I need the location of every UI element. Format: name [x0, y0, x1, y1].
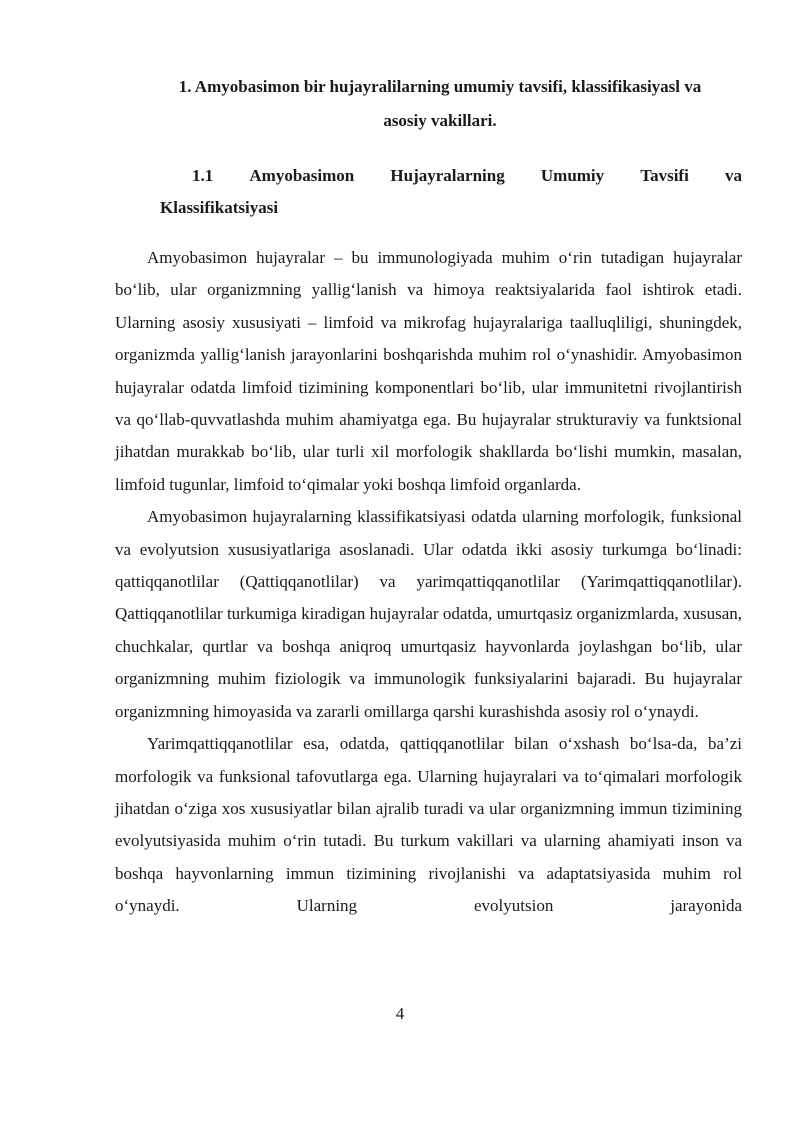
subsection-word: va	[724, 166, 742, 185]
paragraph-3: Yarimqattiqqanotlilar esa, odatda, qattiqqanotlilar bilan o‘xshash bo‘lsa-da, ba’zi morfologik va funksional tafovutlarga ega. Ularning hujayralari va to‘qimalari morfologik jihatdan o‘ziga xos xususiyatlar bilan ajralib turadi va ular organizmning immun tizimining evolyutsiyasida muhim o‘rin tutadi. Bu turkum vakillari va ularning ahamiyati inson va boshqa hayvonlarning immun tizimining rivojlanishi va adaptatsiyasida muhim rol o‘ynaydi. Ularning evolyutsion jarayonida	[115, 734, 742, 916]
subsection-title-line-2: Klassifikatsiyasi	[160, 198, 279, 217]
paragraph-2: Amyobasimon hujayralarning klassifikatsiyasi odatda ularning morfologik, funksional va evolyutsion xususiyatlariga asoslanadi. Ular odatda ikki asosiy turkumga bo‘linadi: qattiqqanotlilar (Qattiqqanotlilar) va yarimqattiqqanotlilar (Yarimqattiqqanotlilar). Qattiqqanotlilar turkumiga kiradigan hujayralar odatda, umurtqasiz organizmlarda, xususan, chuchkalar, qurtlar va boshqa aniqroq umurtqasiz hayvonlarda joylashgan bo‘lib, ular organizmning muhim fiziologik va immunologik funksiyalarini bajaradi. Bu hujayralar organizmning himoyasida va zararli omillarga qarshi kurashishda asosiy rol o‘ynaydi.	[115, 507, 742, 721]
paragraph-1: Amyobasimon hujayralar – bu immunologiyada muhim o‘rin tutadigan hujayralar bo‘lib, ular organizmning yallig‘lanish va himoya reaktsiyalarida faol ishtirok etadi. Ularning asosiy xususiyati – limfoid va mikrofag hujayralariga taalluqliligi, shuningdek, organizmda yallig‘lanish jarayonlarini boshqarishda muhim rol o‘ynashidir. Amyobasimon hujayralar odatda limfoid tizimining komponentlari bo‘lib, ular immunitetni rivojlantirish va qo‘llab-quvvatlashda muhim ahamiyatga ega. Bu hujayralar strukturaviy va funktsional jihatdan murakkab bo‘lib, ular turli xil morfologik shakllarda bo‘lishi mumkin, masalan, limfoid tugunlar, limfoid to‘qimalar yoki boshqa limfoid organlarda.	[115, 248, 742, 494]
section-title	[140, 70, 740, 138]
subsection-title-line-1	[160, 160, 742, 192]
subsection-number: 1.1	[192, 166, 214, 185]
body-text	[115, 242, 742, 923]
page-number: 4	[395, 1004, 405, 1023]
section-title-line-2: asosiy vakillari.	[383, 111, 497, 130]
subsection-word: Umumiy	[540, 166, 605, 185]
section-title-line-1: 1. Amyobasimon bir hujayralilarning umumiy tavsifi, klassifikasiyasl va	[178, 77, 702, 96]
subsection-title	[160, 160, 742, 224]
subsection-word: Amyobasimon	[249, 166, 355, 185]
subsection-word: Hujayralarning	[390, 166, 505, 185]
subsection-word: Tavsifi	[640, 166, 689, 185]
